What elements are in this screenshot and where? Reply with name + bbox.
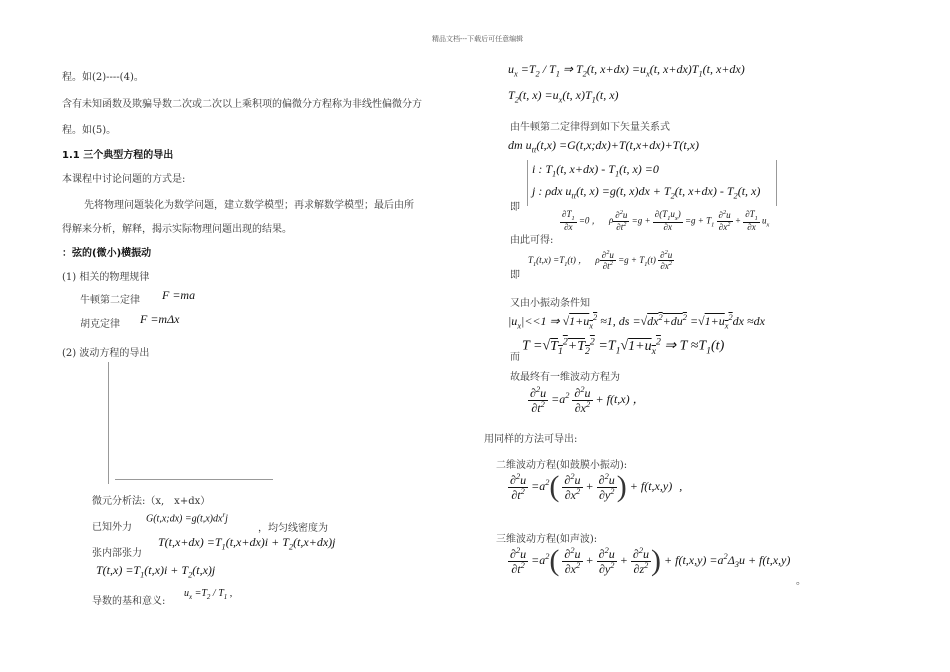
text-line: 程。如(2)----(4)。: [62, 72, 144, 83]
system-eq-j: j : ρdx $u_{tt}(t$, x) =g(t, $x)dx + T_2(t$, $x+dx) - T_2(t$, x): [532, 184, 761, 201]
ji-label: 即: [510, 202, 520, 213]
footer-dot: 。: [796, 576, 806, 587]
small-vibration-text: 又由小振动条件知: [510, 298, 590, 309]
newton-equation: F =ma: [162, 288, 196, 302]
final-label: 故最终有一维波动方程为: [510, 372, 620, 383]
equation-ux: $u_x =T_2 / T_1$ ⇒ $T_2(t$, $x+dx) =u_x(t$, $x+dx)T_1(t$, x+dx): [508, 62, 745, 79]
section-title: 1.1 三个典型方程的导出: [62, 150, 174, 161]
wave-equation-2d: $\frac{\partial^2u}{\partial t^2}$ $=a^2$( $\frac{\partial^2u}{\partial x^2}$ + $\frac{\partial^2u}{\partial y^2}$ ) + f(t,x,y) ,: [510, 470, 683, 503]
derivative-label: 导数的基和意义:: [92, 596, 166, 607]
thus-label: 由此可得:: [510, 235, 554, 246]
t1-equation: $T_1(t,x) =T_1(t)$ ， ρ $\frac{\partial^2u}{\partial t^2}$ $=g + T_1(t)$ $\frac{\partial^2u}{\partial x^2}$: [528, 249, 673, 272]
dim3-label: 三维波动方程(如声波):: [496, 534, 598, 545]
tension-magnitude-equation: $T =√T_1^2+T_2^2 =T_1√1+u_x^2$ ⇒ $T \approx T_1(t)$: [522, 336, 725, 357]
er-label: 而: [510, 352, 520, 363]
paragraph: 先将物理问题装化为数学问题，建立数学模型；再求解数学模型；最后由所: [84, 200, 414, 211]
ext-force-equation: G(t,x;dx) $=g(t,x)dx^rj$: [146, 511, 228, 525]
micro-element-text: 微元分析法:（x, x+dx）: [92, 496, 211, 507]
wave-equation-3d: $\frac{\partial^2u}{\partial t^2}$ $=a^2$( $\frac{\partial^2u}{\partial x^2}$ + $\frac{\partial^2u}{\partial y^2}$ + $\frac{\partial^2u}{\partial z^2}$ ) + $f(t,x,y) =a^2\Delta_3u + f(t,x,y)$: [510, 544, 791, 577]
small-vibration-equation: $|u_x|<<1$ ⇒ $√1+u_x^2 \approx 1$, ds $=√dx^2+du^2 =√1+u_x^2dx \approx dx$: [508, 313, 765, 331]
same-method-text: 用同样的方法可导出:: [484, 434, 578, 445]
partial-equations: $\frac{\partial T_1}{\partial x}$ =0 ， ρ $\frac{\partial^2u}{\partial t^2}$ =g + $\frac{\partial(T_1u_x)}{\partial x}$ $=g + T_1$ $\frac{\partial^2u}{\partial x^2}$ + $\frac{\partial T_1}{\partial x}$ $u_x$: [562, 209, 770, 233]
hooke-equation: F =mΔx: [140, 312, 180, 326]
dim2-label: 二维波动方程(如鼓膜小振动):: [496, 460, 628, 471]
law-label: 胡克定律: [80, 319, 120, 330]
newton-text: 由牛顿第二定律得到如下矢量关系式: [510, 122, 670, 133]
derivative-equation: $u_x =T_2 / T_1$ ,: [184, 588, 233, 601]
law-label: 牛顿第二定律: [80, 295, 140, 306]
density-note: ，均匀线密度为: [258, 523, 328, 534]
system-brace: [527, 160, 528, 206]
wave-equation-1d: $\frac{\partial^2u}{\partial t^2}$ $=a^2$ $\frac{\partial^2u}{\partial x^2}$ + f(t,x) ，: [530, 385, 645, 415]
ji-label-2: 即: [510, 270, 520, 281]
vector-equation: dm $u_{tt}(t,x)$ =G(t,x;dx)+T(t,x+dx)+T(t,x): [508, 138, 699, 155]
paragraph: 得解来分析，解释，揭示实际物理问题出现的结果。: [62, 224, 292, 235]
page-header: 精品文档---下载后可任意编辑: [432, 35, 524, 43]
paragraph: 本课程中讨论问题的方式是:: [62, 174, 186, 185]
list-item: (1) 相关的物理规律: [62, 272, 150, 283]
text-line: 程。如(5)。: [62, 125, 117, 136]
ext-force-label: 已知外力: [92, 522, 132, 533]
tension-label: 张内部张力: [92, 548, 142, 559]
equation-t2: $T_2(t$, $x) =u_x(t$, $x)T_1(t$, x): [508, 88, 619, 105]
tension-equation-2: $T(t,x) =T_1(t,x)i + T_2(t,x)j$: [96, 563, 216, 580]
diagram-axis-horizontal: [115, 479, 273, 480]
text-line: 含有未知函数及欺骗导数二次或二次以上乘积项的偏微分方程称为非线性偏微分方: [62, 99, 422, 110]
system-brace-right: [776, 160, 777, 206]
subsection-title: ：弦的(微小)横振动: [62, 248, 152, 259]
system-eq-i: i : $T_1(t$, $x+dx) - T_1(t$, x) =0: [532, 162, 659, 179]
tension-equation: $T(t,x+dx) =T_1(t,x+dx)i + T_2(t,x+dx)j$: [158, 535, 336, 552]
diagram-axis-vertical: [108, 362, 109, 484]
list-item: (2) 波动方程的导出: [62, 348, 150, 359]
